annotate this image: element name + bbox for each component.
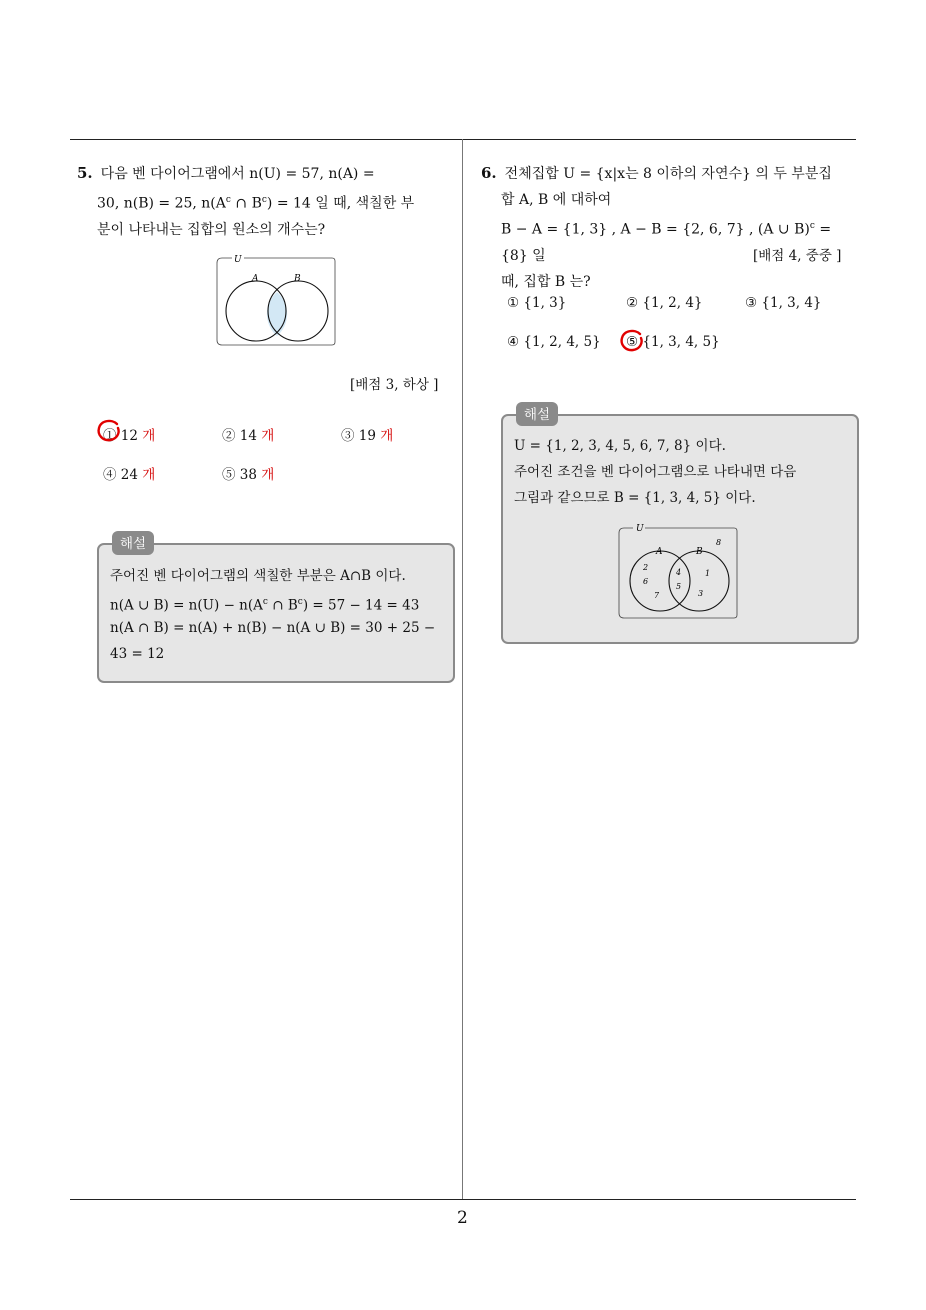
q5-option-1-marker: ① bbox=[103, 428, 117, 444]
q5-option-1[interactable]: ① 12 개 bbox=[103, 424, 155, 444]
q6-expl-line3: 그림과 같으므로 B = {1, 3, 4, 5} 이다. bbox=[514, 490, 756, 506]
q6-line4: 때, 집합 B 는? bbox=[501, 273, 591, 290]
q6-score: [배점 4, 중중 ] bbox=[753, 248, 842, 264]
q6-venn-a-label: A bbox=[656, 547, 663, 557]
q6-venn-b-label: B bbox=[696, 547, 703, 557]
column-divider bbox=[462, 139, 463, 1200]
q6-line3: B − A = {1, 3} , A − B = {2, 6, 7} , (A ∪ B)$^c$ = {8} 일 bbox=[501, 221, 832, 264]
q5-stem bbox=[77, 160, 457, 243]
q6-answer-circle-icon bbox=[618, 328, 648, 356]
q5-line2: 30, n(B) = 25, $n(A^c$ ∩ $B^c) = 14$ 일 때, 색칠한 부 bbox=[97, 195, 415, 212]
q6-option-3[interactable]: ③ {1, 3, 4} bbox=[745, 295, 822, 311]
q5-option-4[interactable]: ④ 24 개 bbox=[103, 467, 156, 483]
q5-option-5[interactable]: ⑤ 38 개 bbox=[222, 467, 275, 483]
q6-line2: 합 A, B 에 대하여 bbox=[501, 192, 612, 208]
q5-explanation-tag: 해설 bbox=[112, 531, 154, 555]
q6-venn-diagram bbox=[616, 523, 740, 621]
q5-venn-diagram bbox=[214, 254, 338, 348]
q6-venn-elem: 2 bbox=[643, 563, 649, 572]
q6-venn-elem: 4 bbox=[676, 568, 682, 577]
q6-explanation-tag: 해설 bbox=[516, 402, 558, 426]
q5-venn-b-label: B bbox=[294, 274, 301, 284]
q6-venn-circle-a bbox=[630, 551, 690, 611]
q6-option-4[interactable]: ④ {1, 2, 4, 5} bbox=[507, 334, 601, 350]
q5-number: 5. bbox=[77, 164, 93, 182]
q6-expl-line2: 주어진 조건을 벤 다이어그램으로 나타내면 다음 bbox=[514, 464, 797, 480]
q5-expl-line2: n(A ∪ $B) = n(U) - n(A^c$ ∩ $B^c) = 57 - 14 = 43$ bbox=[110, 597, 420, 614]
q5-venn-a-label: A bbox=[252, 274, 259, 284]
page-number: 2 bbox=[457, 1208, 468, 1228]
q5-score: [배점 3, 하상 ] bbox=[350, 377, 439, 393]
q5-line1: 다음 벤 다이어그램에서 n(U) = 57, n(A) = bbox=[100, 166, 375, 182]
q6-option-2[interactable]: ② {1, 2, 4} bbox=[626, 295, 703, 311]
q6-option-1[interactable]: ① {1, 3} bbox=[507, 295, 567, 311]
q6-venn-circle-b bbox=[669, 551, 729, 611]
q5-line3: 분이 나타내는 집합의 원소의 개수는? bbox=[97, 221, 326, 238]
q5-option-3[interactable]: ③ 19 개 bbox=[341, 428, 394, 444]
q6-venn-elem: 8 bbox=[716, 538, 722, 547]
q6-line1: 전체집합 U = {x|x는 8 이하의 자연수} 의 두 부분집 bbox=[504, 166, 832, 182]
q6-venn-elem: 1 bbox=[705, 569, 711, 578]
q6-venn-elem: 7 bbox=[654, 591, 660, 600]
q6-expl-line1: U = {1, 2, 3, 4, 5, 6, 7, 8} 이다. bbox=[514, 438, 726, 454]
q6-number: 6. bbox=[481, 164, 497, 182]
q5-answer-circle-icon bbox=[95, 419, 125, 445]
top-rule bbox=[70, 139, 856, 140]
q6-venn-elem: 3 bbox=[698, 589, 704, 598]
q5-venn-u-label: U bbox=[234, 255, 242, 265]
q5-option-2[interactable]: ② 14 개 bbox=[222, 428, 275, 444]
q5-expl-line1: 주어진 벤 다이어그램의 색칠한 부분은 A∩B 이다. bbox=[110, 568, 406, 584]
bottom-rule bbox=[70, 1199, 856, 1200]
q6-venn-u-label: U bbox=[636, 524, 644, 534]
q6-option-5[interactable]: ⑤ {1, 3, 4, 5} bbox=[626, 334, 720, 350]
q6-venn-elem: 5 bbox=[676, 582, 682, 591]
q6-stem bbox=[481, 160, 861, 295]
q5-expl-line4: 43 = 12 bbox=[110, 646, 165, 662]
q5-expl-line3: n(A ∩ B) = n(A) + n(B) − n(A ∪ B) = 30 + 25 − bbox=[110, 620, 436, 636]
q6-venn-elem: 6 bbox=[643, 577, 649, 586]
